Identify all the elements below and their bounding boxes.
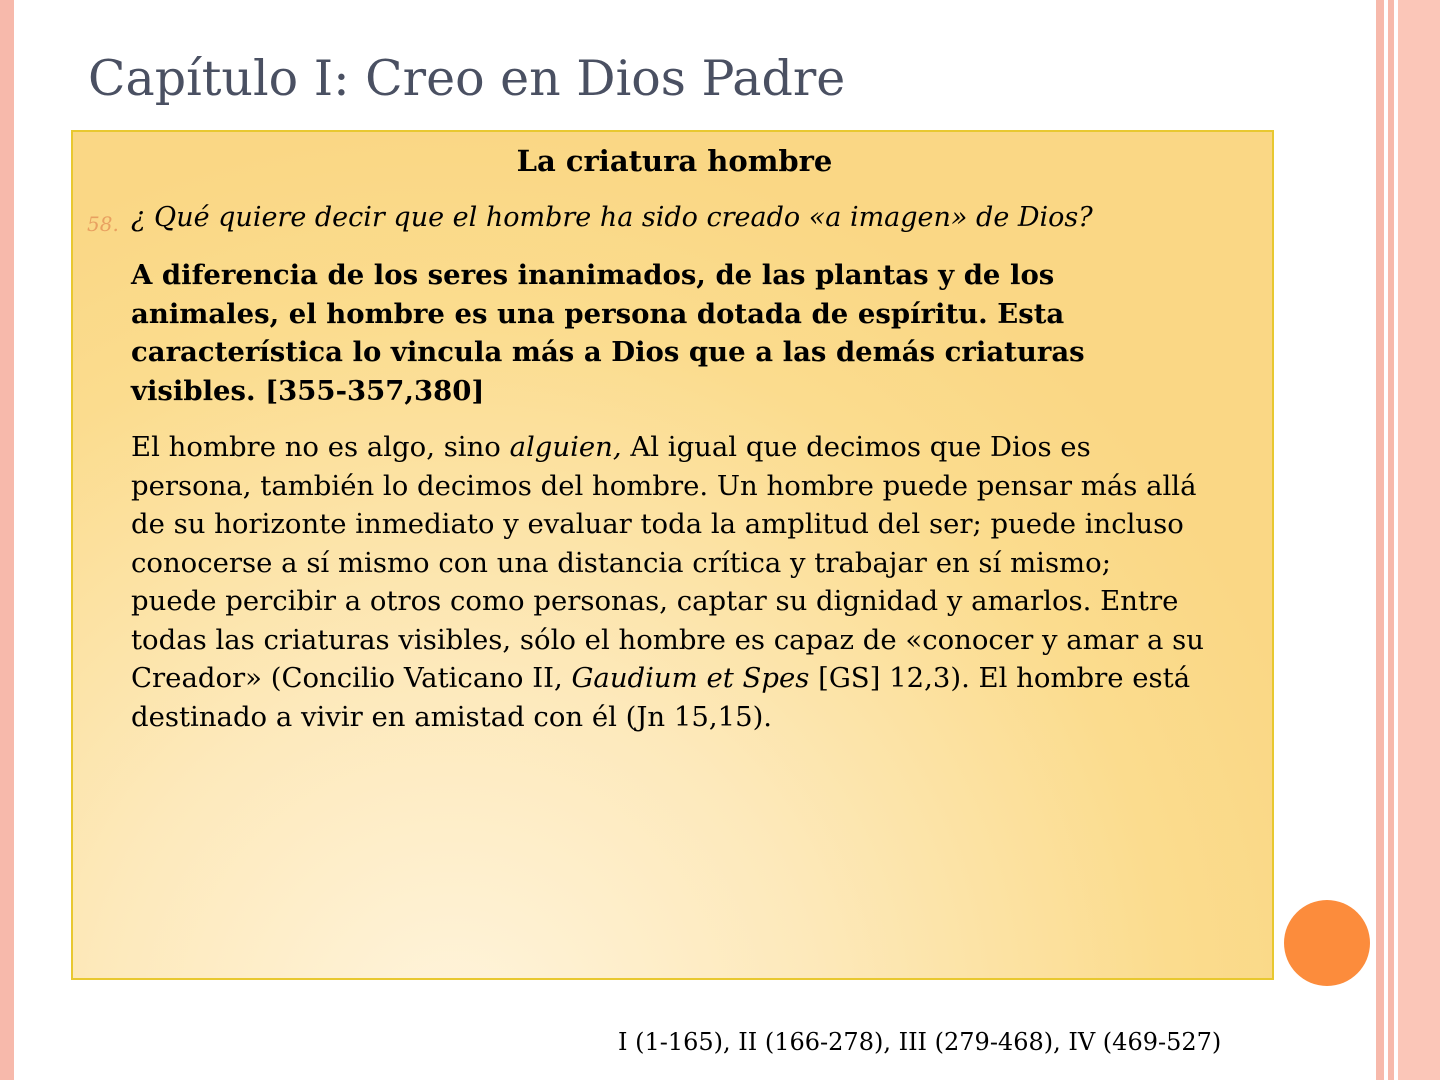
- explanation-line: conocerse a sí mismo con una distancia crítica y trabajar en sí mismo;: [131, 546, 1111, 579]
- answer-line: característica lo vincula más a Dios que a las demás criaturas: [131, 336, 1085, 368]
- explanation-line: destinado a vivir en amistad con él (Jn 15,15).: [131, 700, 773, 733]
- emphasis: alguien,: [509, 431, 622, 463]
- explanation-line: de su horizonte inmediato y evaluar toda la amplitud del ser; puede incluso: [131, 508, 1184, 540]
- text-segment: Al igual que decimos que Dios es: [621, 431, 1091, 463]
- answer-line: visibles. [355-357,380]: [131, 374, 485, 407]
- decorative-circle: [1284, 900, 1370, 986]
- emphasis: Gaudium et Spes: [571, 662, 810, 694]
- left-decorative-stripe: [0, 0, 14, 1080]
- question-number: 58.: [87, 212, 119, 236]
- text-segment: Creador» (Concilio Vaticano II,: [131, 662, 572, 694]
- explanation-text: [131, 428, 1261, 736]
- explanation-line: puede percibir a otros como personas, captar su dignidad y amarlos. Entre: [131, 585, 1179, 617]
- answer-line: A diferencia de los seres inanimados, de las plantas y de los: [131, 259, 1055, 291]
- right-decorative-stripes: [1376, 0, 1440, 1080]
- answer-text: [131, 256, 1251, 410]
- text-segment: [GS] 12,3). El hombre está: [809, 662, 1191, 694]
- answer-line: animales, el hombre es una persona dotada de espíritu. Esta: [131, 297, 1065, 330]
- stripe: [1376, 0, 1384, 1080]
- footer-parts-index: I (1-165), II (166-278), III (279-468), IV (469-527): [618, 1028, 1222, 1056]
- box-heading: La criatura hombre: [516, 144, 833, 178]
- question-text: ¿ Qué quiere decir que el hombre ha sido creado «a imagen» de Dios?: [131, 202, 1093, 233]
- content-box: [71, 130, 1274, 980]
- explanation-line: todas las criaturas visibles, sólo el hombre es capaz de «conocer y amar a su: [131, 623, 1204, 656]
- explanation-line: persona, también lo decimos del hombre. Un hombre puede pensar más allá: [131, 469, 1197, 502]
- slide-title: Capítulo I: Creo en Dios Padre: [88, 50, 846, 107]
- explanation-line: [131, 659, 1261, 698]
- text-segment: El hombre no es algo, sino: [131, 431, 510, 463]
- explanation-line: [131, 428, 1261, 467]
- stripe: [1398, 0, 1440, 1080]
